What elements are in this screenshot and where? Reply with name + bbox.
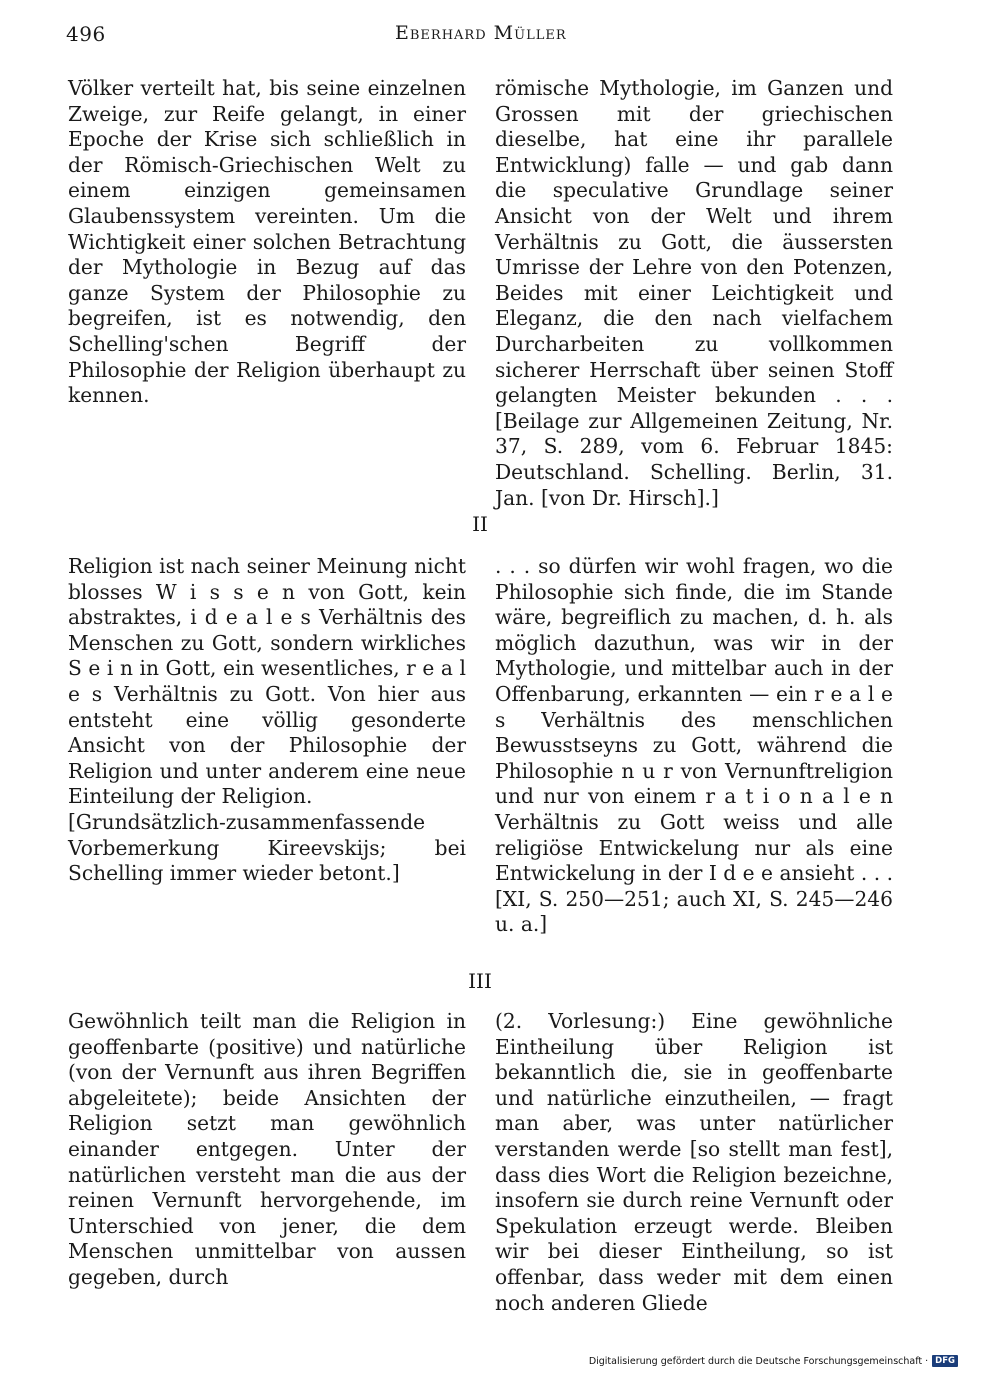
section-3-right-column [495,1009,893,1316]
section-2-left-column [68,554,466,887]
section-1-left-text: Völker verteilt hat, bis seine einzelnen Zweige, zur Reife gelangt, in einer Epoche der Krise sich schließlich in der Römisch-Griechischen Welt zu einem einzigen gemeinsamen Glaubenssystem vereinten. Um die Wichtigkeit einer solchen Betrachtung der Mythologie in Bezug auf das ganze System der Philosophie zu begreifen, ist es notwendig, den Schelling'schen Begriff der Philosophie der Religion überhaupt zu kennen. [68,76,466,408]
section-2-left-text: Religion ist nach seiner Meinung nicht blosses W i s s e n von Gott, kein abstraktes, i d e a l e s Verhältnis des Menschen zu Gott, sondern wirkliches S e i n in Gott, ein wesentliches, r e a l e s Verhältnis zu Gott. Von hier aus entsteht eine völlig gesonderte Ansicht von der Philosophie der Religion und unter anderem eine neue Einteilung der Religion. [68,554,466,809]
dfg-logo: DFG [932,1355,958,1367]
section-3-left-text: Gewöhnlich teilt man die Religion in geoffenbarte (positive) und natürliche (von der Vernunft aus ihren Begriffen abgeleitete); beide Ansichten der Religion setzt man gewöhnlich einander entgegen. Unter der natürlichen versteht man die aus der reinen Vernunft hervorgehende, im Unterschied von jener, die dem Menschen unmittelbar von aussen gegeben, durch [68,1009,466,1289]
section-1-right-column [495,76,893,511]
section-number-2: II [472,512,488,536]
section-1-right-text: römische Mythologie, im Ganzen und Grossen mit der griechischen dieselbe, hat eine ihr parallele Entwicklung) falle — und gab dann die speculative Grundlage seiner Ansicht von der Welt und ihrem Verhältnis zu Gott, die äussersten Umrisse der Lehre von den Potenzen, Beides mit einer Leichtigkeit und Eleganz, die den nach vielfachem Durcharbeiten zu vollkommen sicherer Herrschaft über seinen Stoff gelangten Meister bekunden . . . [Beilage zur Allgemeinen Zeitung, Nr. 37, S. 289, vom 6. Februar 1845: Deutschland. Schelling. Berlin, 31. Jan. [von Dr. Hirsch].] [495,76,893,510]
section-2-left-note: [Grundsätzlich-zusammenfassende Vorbemerkung Kireevskijs; bei Schelling immer wieder betont.] [68,809,466,886]
page-number: 496 [66,22,106,46]
section-3-left-column [68,1009,466,1291]
section-2-right-text: . . . so dürfen wir wohl fragen, wo die Philosophie sich finde, die im Stande wäre, begreiflich zu machen, d. h. als möglich dazuthun, was wir in der Mythologie, und mittelbar auch in der Offenbarung, erkannten — ein r e a l e s Verhältnis des menschlichen Bewusstseyns zu Gott, während die Philosophie n u r von Vernunftreligion und nur von einem r a t i o n a l e n Verhältnis zu Gott weiss und alle religiöse Entwickelung nur als eine Entwickelung in der I d e e ansieht . . . [XI, S. 250—251; auch XI, S. 245—246 u. a.] [495,554,893,937]
section-1-left-column [68,76,466,409]
section-3-right-text: (2. Vorlesung:) Eine gewöhnliche Eintheilung über Religion ist bekanntlich die, sie in geoffenbarte und natürliche einzutheilen, — fragt man aber, was unter natürlicher verstanden werde [so stellt man fest], dass dies Wort die Religion bezeichne, insofern sie durch reine Vernunft oder Spekulation erzeugt werde. Bleiben wir bei dieser Eintheilung, so ist offenbar, dass weder mit dem einen noch anderen Gliede [495,1009,893,1315]
running-head: Eberhard Müller [395,22,567,44]
digitization-footer [589,1355,958,1367]
section-2-right-column [495,554,893,938]
section-number-3: III [468,969,492,993]
footer-credit-text: Digitalisierung gefördert durch die Deutsche Forschungsgemeinschaft · [588,1355,929,1367]
